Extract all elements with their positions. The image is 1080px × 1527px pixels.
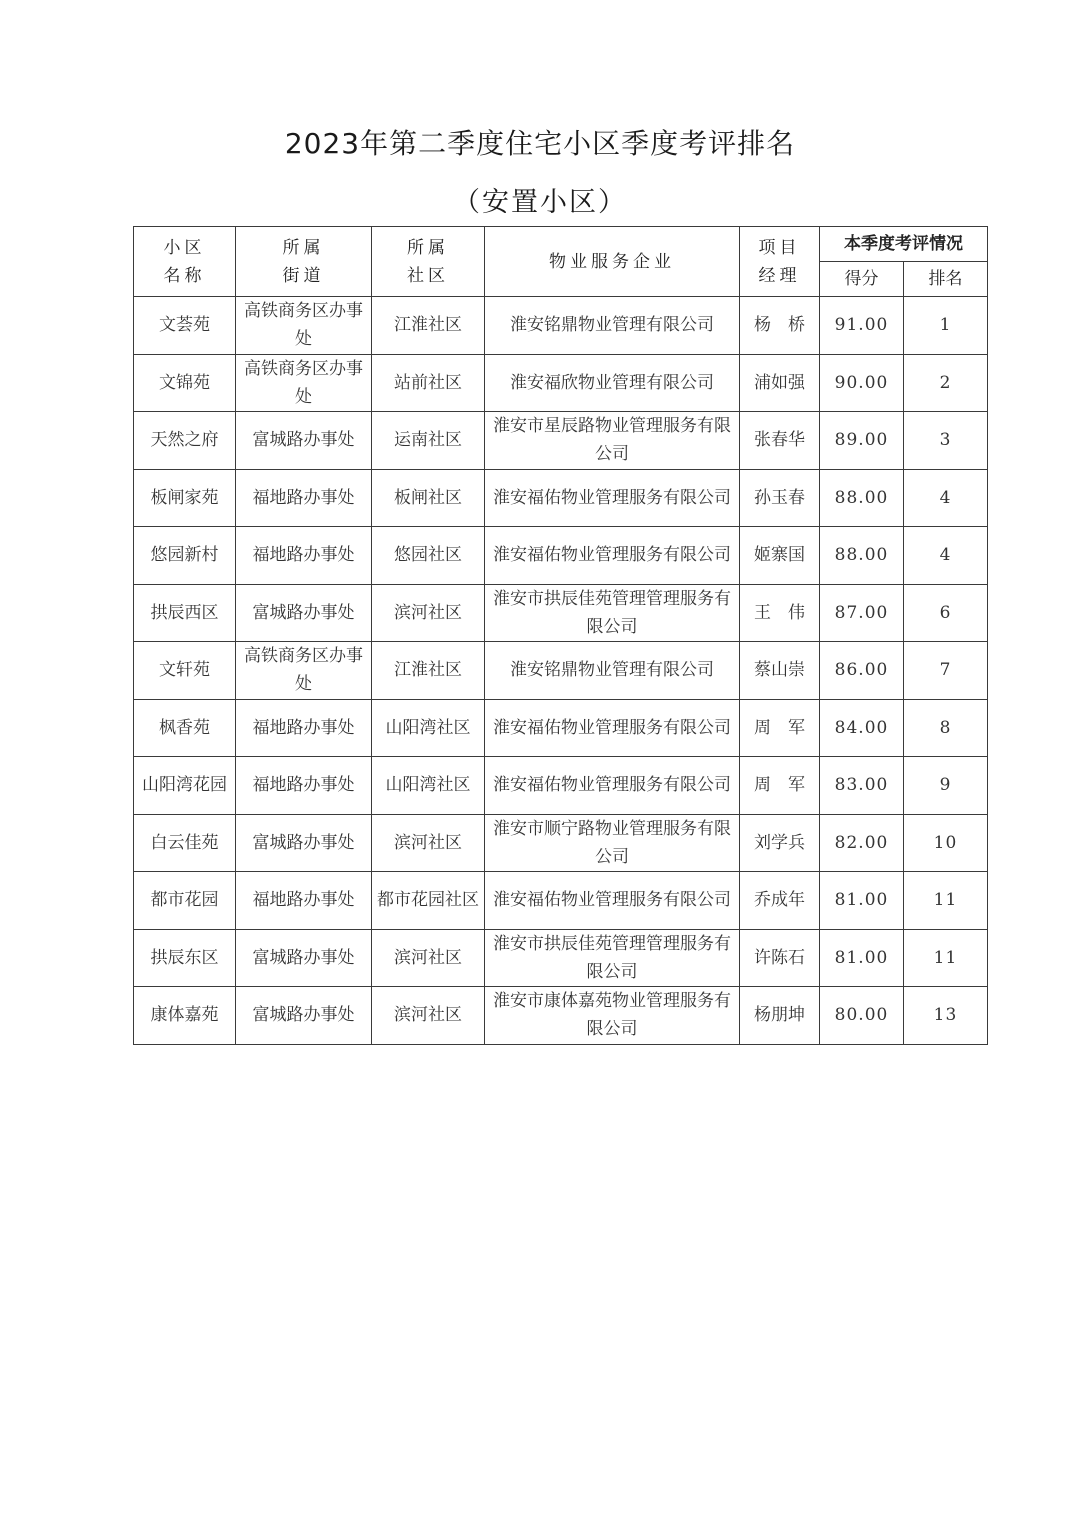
cell-score: 81.00 — [820, 929, 904, 987]
table-row — [134, 584, 988, 642]
cell-community: 文荟苑 — [134, 297, 236, 355]
table-row — [134, 699, 988, 757]
table-body — [134, 297, 988, 1045]
cell-street: 高铁商务区办事处 — [236, 642, 372, 700]
cell-score: 91.00 — [820, 297, 904, 355]
cell-community: 拱辰东区 — [134, 929, 236, 987]
cell-score: 81.00 — [820, 872, 904, 930]
cell-rank: 11 — [904, 872, 988, 930]
table-row — [134, 412, 988, 470]
table-row — [134, 814, 988, 872]
page-subtitle: （安置小区） — [453, 187, 627, 218]
header-company: 物业服务企业 — [485, 227, 740, 297]
table-row — [134, 987, 988, 1045]
cell-manager: 蔡山崇 — [740, 642, 820, 700]
header-manager-line2: 经理 — [758, 265, 801, 286]
cell-street: 富城路办事处 — [236, 814, 372, 872]
cell-neighborhood: 滨河社区 — [372, 814, 485, 872]
table-row — [134, 469, 988, 527]
cell-manager: 许陈石 — [740, 929, 820, 987]
header-street-line2: 街道 — [282, 265, 325, 286]
cell-score: 88.00 — [820, 527, 904, 585]
cell-rank: 1 — [904, 297, 988, 355]
header-street — [236, 227, 372, 297]
cell-community: 文锦苑 — [134, 354, 236, 412]
cell-community: 天然之府 — [134, 412, 236, 470]
cell-manager: 杨朋坤 — [740, 987, 820, 1045]
table-row — [134, 297, 988, 355]
cell-neighborhood: 悠园社区 — [372, 527, 485, 585]
cell-street: 富城路办事处 — [236, 584, 372, 642]
cell-score: 82.00 — [820, 814, 904, 872]
cell-community: 枫香苑 — [134, 699, 236, 757]
cell-manager: 王 伟 — [740, 584, 820, 642]
cell-manager: 乔成年 — [740, 872, 820, 930]
cell-neighborhood: 滨河社区 — [372, 929, 485, 987]
header-score: 得分 — [820, 262, 904, 297]
cell-neighborhood: 运南社区 — [372, 412, 485, 470]
cell-company: 淮安市拱辰佳苑管理管理服务有限公司 — [485, 584, 740, 642]
cell-community: 拱辰西区 — [134, 584, 236, 642]
cell-neighborhood: 江淮社区 — [372, 297, 485, 355]
cell-community: 都市花园 — [134, 872, 236, 930]
cell-community: 悠园新村 — [134, 527, 236, 585]
header-evaluation: 本季度考评情况 — [820, 227, 988, 262]
cell-street: 福地路办事处 — [236, 872, 372, 930]
cell-street: 高铁商务区办事处 — [236, 297, 372, 355]
cell-street: 富城路办事处 — [236, 987, 372, 1045]
cell-neighborhood: 江淮社区 — [372, 642, 485, 700]
cell-score: 90.00 — [820, 354, 904, 412]
cell-street: 福地路办事处 — [236, 527, 372, 585]
cell-company: 淮安铭鼎物业管理有限公司 — [485, 297, 740, 355]
header-rank: 排名 — [904, 262, 988, 297]
cell-company: 淮安市拱辰佳苑管理管理服务有限公司 — [485, 929, 740, 987]
cell-neighborhood: 板闸社区 — [372, 469, 485, 527]
cell-company: 淮安福佑物业管理服务有限公司 — [485, 699, 740, 757]
cell-score: 89.00 — [820, 412, 904, 470]
cell-company: 淮安福佑物业管理服务有限公司 — [485, 757, 740, 815]
table-header — [134, 227, 988, 297]
cell-rank: 10 — [904, 814, 988, 872]
cell-rank: 9 — [904, 757, 988, 815]
cell-company: 淮安市星辰路物业管理服务有限公司 — [485, 412, 740, 470]
cell-street: 福地路办事处 — [236, 469, 372, 527]
cell-rank: 13 — [904, 987, 988, 1045]
cell-manager: 张春华 — [740, 412, 820, 470]
cell-neighborhood: 山阳湾社区 — [372, 699, 485, 757]
cell-street: 富城路办事处 — [236, 929, 372, 987]
cell-neighborhood: 站前社区 — [372, 354, 485, 412]
header-neighborhood-line1: 所属 — [407, 237, 449, 258]
cell-company: 淮安市康体嘉苑物业管理服务有限公司 — [485, 987, 740, 1045]
table-row — [134, 757, 988, 815]
cell-rank: 8 — [904, 699, 988, 757]
table-row — [134, 872, 988, 930]
table-row — [134, 929, 988, 987]
cell-community: 山阳湾花园 — [134, 757, 236, 815]
cell-rank: 4 — [904, 469, 988, 527]
cell-neighborhood: 滨河社区 — [372, 584, 485, 642]
cell-company: 淮安福佑物业管理服务有限公司 — [485, 527, 740, 585]
cell-manager: 周 军 — [740, 699, 820, 757]
cell-rank: 2 — [904, 354, 988, 412]
cell-score: 86.00 — [820, 642, 904, 700]
table-row — [134, 527, 988, 585]
cell-community: 康体嘉苑 — [134, 987, 236, 1045]
cell-score: 87.00 — [820, 584, 904, 642]
cell-score: 84.00 — [820, 699, 904, 757]
cell-manager: 刘学兵 — [740, 814, 820, 872]
cell-rank: 7 — [904, 642, 988, 700]
header-manager — [740, 227, 820, 297]
header-community — [134, 227, 236, 297]
cell-manager: 孙玉春 — [740, 469, 820, 527]
cell-neighborhood: 山阳湾社区 — [372, 757, 485, 815]
cell-company: 淮安福佑物业管理服务有限公司 — [485, 469, 740, 527]
cell-rank: 6 — [904, 584, 988, 642]
cell-rank: 4 — [904, 527, 988, 585]
cell-rank: 3 — [904, 412, 988, 470]
cell-street: 福地路办事处 — [236, 757, 372, 815]
cell-street: 高铁商务区办事处 — [236, 354, 372, 412]
cell-company: 淮安市顺宁路物业管理服务有限公司 — [485, 814, 740, 872]
table-row — [134, 642, 988, 700]
header-community-line2: 名称 — [163, 265, 206, 286]
cell-score: 88.00 — [820, 469, 904, 527]
cell-rank: 11 — [904, 929, 988, 987]
page-title: 2023年第二季度住宅小区季度考评排名 — [284, 127, 796, 160]
cell-company: 淮安福佑物业管理服务有限公司 — [485, 872, 740, 930]
cell-manager: 杨 桥 — [740, 297, 820, 355]
header-street-line1: 所属 — [282, 237, 325, 258]
cell-street: 富城路办事处 — [236, 412, 372, 470]
cell-neighborhood: 都市花园社区 — [372, 872, 485, 930]
cell-manager: 周 军 — [740, 757, 820, 815]
header-manager-line1: 项目 — [758, 237, 801, 258]
ranking-table — [133, 226, 988, 1045]
cell-manager: 姬寨国 — [740, 527, 820, 585]
cell-street: 福地路办事处 — [236, 699, 372, 757]
cell-community: 文轩苑 — [134, 642, 236, 700]
cell-neighborhood: 滨河社区 — [372, 987, 485, 1045]
header-neighborhood — [372, 227, 485, 297]
table-row — [134, 354, 988, 412]
header-neighborhood-line2: 社区 — [407, 265, 449, 286]
cell-company: 淮安铭鼎物业管理有限公司 — [485, 642, 740, 700]
cell-score: 80.00 — [820, 987, 904, 1045]
cell-manager: 浦如强 — [740, 354, 820, 412]
header-community-line1: 小区 — [163, 237, 206, 258]
cell-community: 白云佳苑 — [134, 814, 236, 872]
cell-score: 83.00 — [820, 757, 904, 815]
cell-community: 板闸家苑 — [134, 469, 236, 527]
cell-company: 淮安福欣物业管理有限公司 — [485, 354, 740, 412]
